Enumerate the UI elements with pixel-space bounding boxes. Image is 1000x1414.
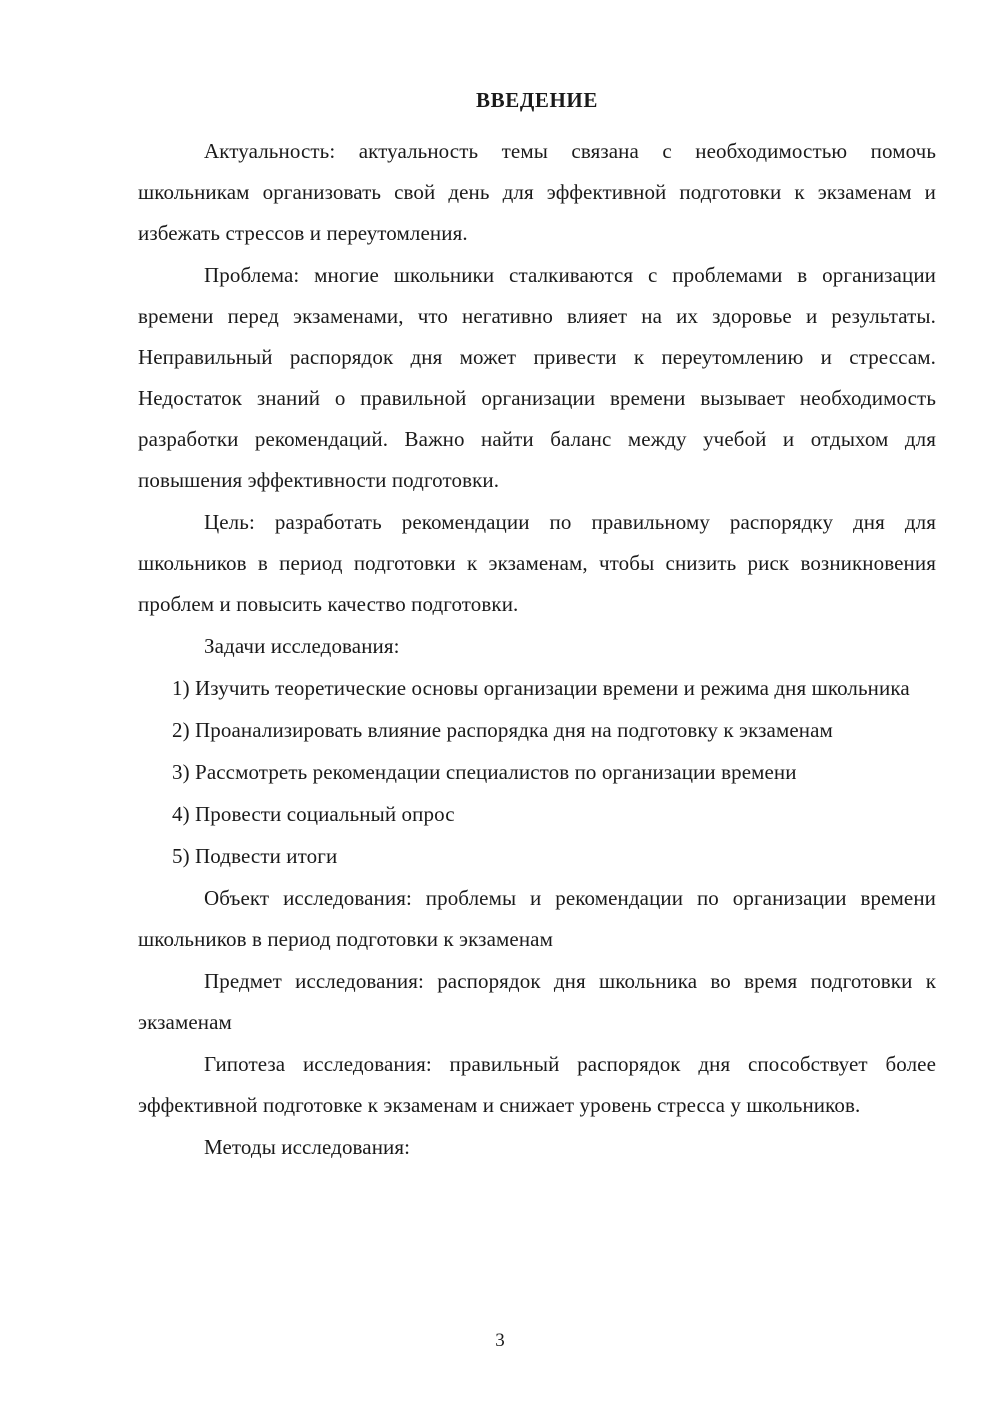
paragraph-relevance: Актуальность: актуальность темы связана с необходимостью помочь школьникам организовать свой день для эффективной подготовки к экзаменам и избежать стрессов и переутомления.: [138, 139, 936, 246]
paragraph-tasks-heading: Задачи исследования:: [204, 634, 400, 659]
page-title: ВВЕДЕНИЕ: [476, 88, 598, 112]
paragraph-methods-heading: Методы исследования:: [204, 1135, 411, 1160]
paragraph-object: Объект исследования: проблемы и рекомендации по организации времени школьников в период подготовки к экзаменам: [138, 886, 936, 952]
task-item-5: 5) Подвести итоги: [172, 844, 338, 869]
paragraph-subject: Предмет исследования: распорядок дня школьника во время подготовки к экзаменам: [138, 969, 936, 1035]
document-body: [138, 88, 936, 1169]
task-item-4: 4) Провести социальный опрос: [172, 802, 455, 827]
paragraph-hypothesis: Гипотеза исследования: правильный распорядок дня способствует более эффективной подготовке к экзаменам и снижает уровень стресса у школьников.: [138, 1052, 936, 1118]
task-item-3: 3) Рассмотреть рекомендации специалистов по организации времени: [172, 760, 797, 785]
page-number: 3: [495, 1330, 505, 1351]
paragraph-problem: Проблема: многие школьники сталкиваются с проблемами в организации времени перед экзаменами, что негативно влияет на их здоровье и результаты. Неправильный распорядок дня может привести к переутомлению и стрессам. Недостаток знаний о правильной организации времени вызывает необходимость разработки рекомендаций. Важно найти баланс между учебой и отдыхом для повышения эффективности подготовки.: [138, 263, 936, 493]
paragraph-goal: Цель: разработать рекомендации по правильному распорядку дня для школьников в период подготовки к экзаменам, чтобы снизить риск возникновения проблем и повысить качество подготовки.: [138, 510, 936, 617]
task-item-2: 2) Проанализировать влияние распорядка дня на подготовку к экзаменам: [172, 718, 833, 743]
task-item-1: 1) Изучить теоретические основы организации времени и режима дня школьника: [172, 676, 910, 701]
